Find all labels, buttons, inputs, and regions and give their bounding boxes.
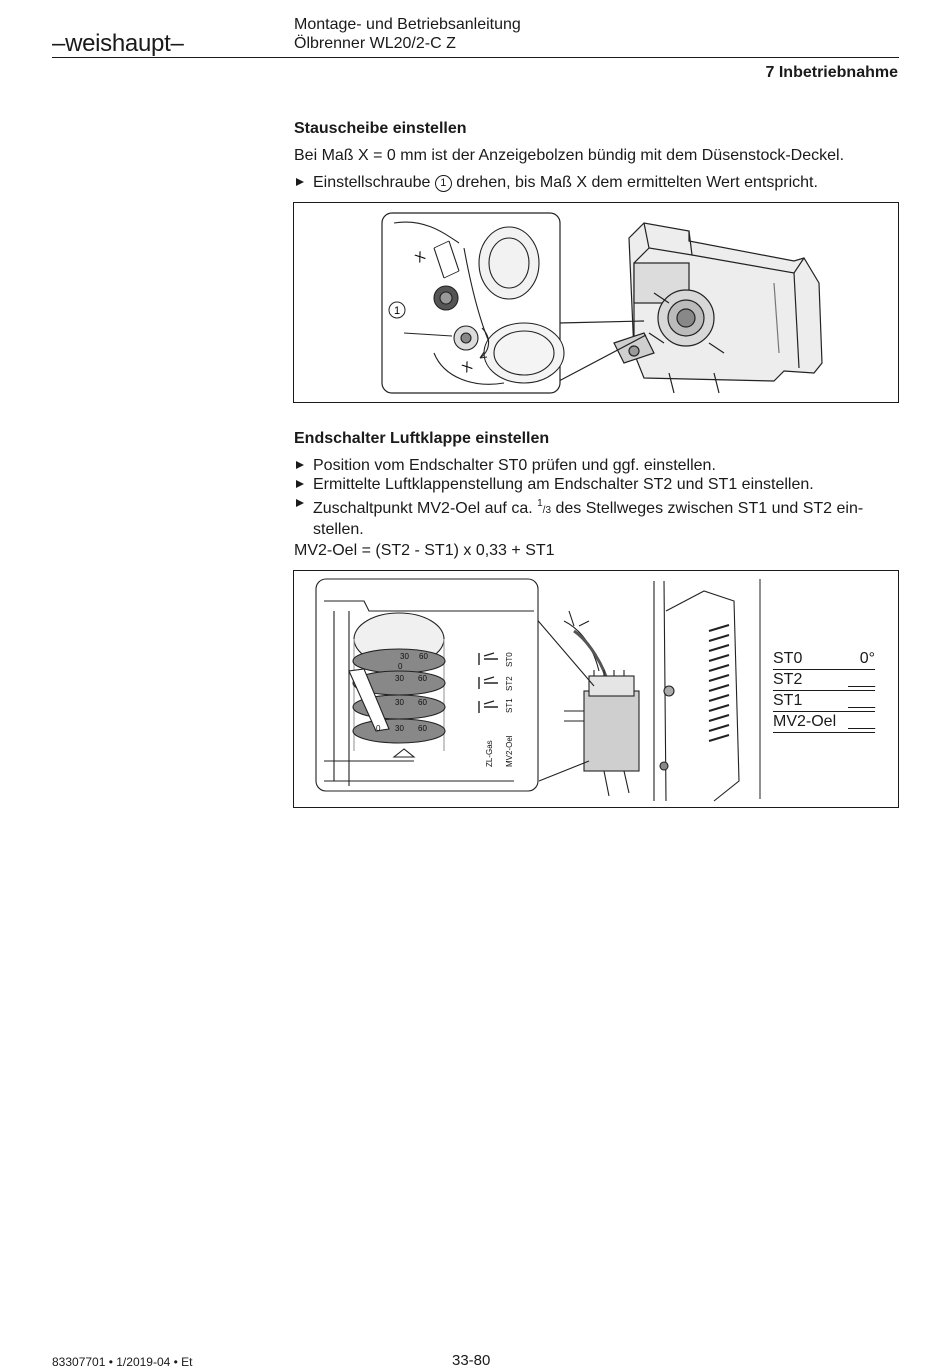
table-row: ST1 ___ <box>773 691 875 712</box>
stauscheibe-heading: Stauscheibe einstellen <box>294 120 467 137</box>
document-title <box>294 15 521 53</box>
scale-label-30-a: 30 <box>400 652 409 661</box>
section-title: 7 Inbetriebnahme <box>765 64 898 81</box>
dimension-x-top: X <box>412 248 428 266</box>
bullet-triangle-icon <box>296 480 304 488</box>
scale-label-30-d: 30 <box>395 724 404 733</box>
scale-label-0-a: 0 <box>398 662 403 671</box>
stauscheibe-illustration <box>294 203 898 402</box>
table-row: MV2-Oel ___ <box>773 712 875 733</box>
scale-label-0-b: 0 <box>376 724 381 733</box>
document-title-line2: Ölbrenner WL20/2-C Z <box>294 35 456 52</box>
scale-label-60-a: 60 <box>419 652 428 661</box>
endschalter-bullets <box>294 456 899 539</box>
footer-doc-number: 83307701 • 1/2019-04 • Et <box>52 1355 193 1369</box>
callout-number: 1 <box>393 305 401 317</box>
list-item: Einstellschraube 1 drehen, bis Maß X dem ermittelten Wert entspricht. <box>294 173 899 192</box>
formula: MV2-Oel = (ST2 - ST1) x 0,33 + ST1 <box>294 542 555 559</box>
page-number: 33-80 <box>452 1352 491 1369</box>
stauscheibe-bullets <box>294 173 899 192</box>
stauscheibe-text: Bei Maß X = 0 mm ist der Anzeigebolzen bündig mit dem Düsenstock-Deckel. <box>294 147 845 164</box>
weishaupt-logo: –weishaupt– <box>52 30 184 57</box>
scale-label-60-d: 60 <box>418 724 427 733</box>
scale-label-60-c: 60 <box>418 698 427 707</box>
stauscheibe-figure <box>293 202 899 403</box>
list-item: Ermittelte Luftklappenstellung am Endschalter ST2 und ST1 einstellen. <box>294 475 899 494</box>
scale-label-30-c: 30 <box>395 698 404 707</box>
side-label-mv2-oel: MV2-Oel <box>505 735 514 767</box>
table-row: ST2 ___ <box>773 670 875 691</box>
table-row: ST0 0° <box>773 649 875 670</box>
document-title-line1: Montage- und Betriebsanleitung <box>294 16 521 33</box>
side-label-zl-gas: ZL-Gas <box>485 740 494 767</box>
list-item: Position vom Endschalter ST0 prüfen und ggf. einstellen. <box>294 456 899 475</box>
switch-label-st0: ST0 <box>505 652 514 667</box>
scale-label-60-b: 60 <box>418 674 427 683</box>
bullet-triangle-icon <box>296 461 304 469</box>
endschalter-heading: Endschalter Luftklappe einstellen <box>294 430 550 447</box>
bullet-triangle-icon <box>296 499 304 507</box>
list-item: Zuschaltpunkt MV2-Oel auf ca. $^1$/3 des Stellweges zwischen ST1 und ST2 ein- stellen. <box>294 494 899 539</box>
dimension-x-bottom: X <box>459 358 475 376</box>
switch-settings-table <box>773 649 875 733</box>
switch-label-st2: ST2 <box>505 676 514 691</box>
scale-label-30-b: 30 <box>395 674 404 683</box>
switch-label-st1: ST1 <box>505 698 514 713</box>
header-rule <box>52 57 899 58</box>
callout-marker: 1 <box>435 175 452 192</box>
bullet-triangle-icon <box>296 178 304 186</box>
